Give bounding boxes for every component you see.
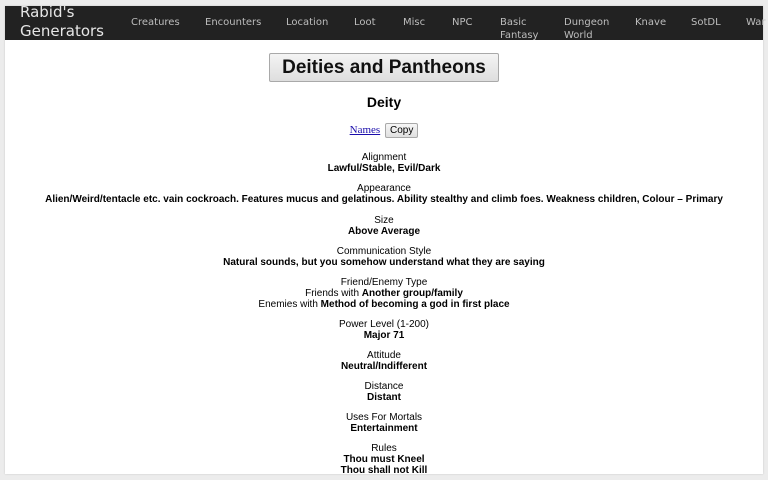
friends-prefix: Friends with xyxy=(305,288,359,299)
field-label: Size xyxy=(374,215,394,226)
deities-pantheons-button[interactable]: Deities and Pantheons xyxy=(269,53,499,82)
field-label: Power Level (1-200) xyxy=(338,319,430,330)
field-label: Alignment xyxy=(361,152,407,163)
friends-value: Another group/family xyxy=(361,288,463,299)
field-distance xyxy=(5,381,763,403)
page xyxy=(5,3,766,476)
rule-item: Thou shall not Kill xyxy=(340,465,428,476)
field-uses-for-mortals xyxy=(5,412,763,434)
field-label: Friend/Enemy Type xyxy=(340,277,428,288)
nav-item-loot[interactable]: Loot xyxy=(354,17,376,28)
nav-item-misc[interactable]: Misc xyxy=(403,17,426,28)
field-attitude xyxy=(5,350,763,372)
navbar xyxy=(5,3,766,41)
field-label: Attitude xyxy=(367,350,401,361)
field-label: Distance xyxy=(364,381,404,392)
field-value: Neutral/Indifferent xyxy=(340,361,428,372)
copy-button[interactable]: Copy xyxy=(385,123,418,138)
field-friend-enemy xyxy=(5,277,763,310)
enemies-value: Method of becoming a god in first place xyxy=(320,299,510,310)
rule-item: Thou must Kneel xyxy=(343,454,425,465)
nav-item-dungeon-world[interactable]: Dungeon World xyxy=(564,17,610,41)
field-value: Distant xyxy=(367,392,401,403)
nav-item-knave[interactable]: Knave xyxy=(635,17,667,28)
field-value: Natural sounds, but you somehow understand what they are saying xyxy=(223,257,545,268)
field-label: Appearance xyxy=(357,183,411,194)
field-power-level xyxy=(5,319,763,341)
field-alignment xyxy=(5,152,763,174)
nav-item-npc[interactable]: NPC xyxy=(452,17,473,28)
field-value: Alien/Weird/tentacle etc. vain cockroach. Features mucus and gelatinous. Ability stealthy and climb foes. Weakness children, Colour – Primary xyxy=(45,194,723,205)
field-size xyxy=(5,215,763,237)
enemies-line xyxy=(5,299,763,310)
field-label: Rules xyxy=(371,443,397,454)
field-appearance xyxy=(5,183,763,205)
nav-item-basic-fantasy[interactable]: Basic Fantasy xyxy=(500,17,539,41)
brand-link[interactable]: Rabid's Generators xyxy=(20,3,104,40)
nav-item-war[interactable]: War xyxy=(746,17,766,28)
field-value: Above Average xyxy=(347,226,421,237)
page-subtitle: Deity xyxy=(366,94,402,110)
enemies-prefix: Enemies with xyxy=(258,299,318,310)
nav-item-encounters[interactable]: Encounters xyxy=(205,17,262,28)
nav-item-creatures[interactable]: Creatures xyxy=(131,17,180,28)
nav-item-sotdl[interactable]: SotDL xyxy=(691,17,721,28)
friends-line xyxy=(5,288,763,299)
field-label: Uses For Mortals xyxy=(345,412,423,423)
names-row xyxy=(5,123,763,138)
names-link[interactable]: Names xyxy=(349,124,381,136)
field-value: Major 71 xyxy=(363,330,405,341)
nav-item-location[interactable]: Location xyxy=(286,17,329,28)
field-communication xyxy=(5,246,763,268)
field-value: Entertainment xyxy=(350,423,418,434)
field-rules xyxy=(5,443,763,476)
field-label: Communication Style xyxy=(336,246,432,257)
field-value: Lawful/Stable, Evil/Dark xyxy=(327,163,441,174)
